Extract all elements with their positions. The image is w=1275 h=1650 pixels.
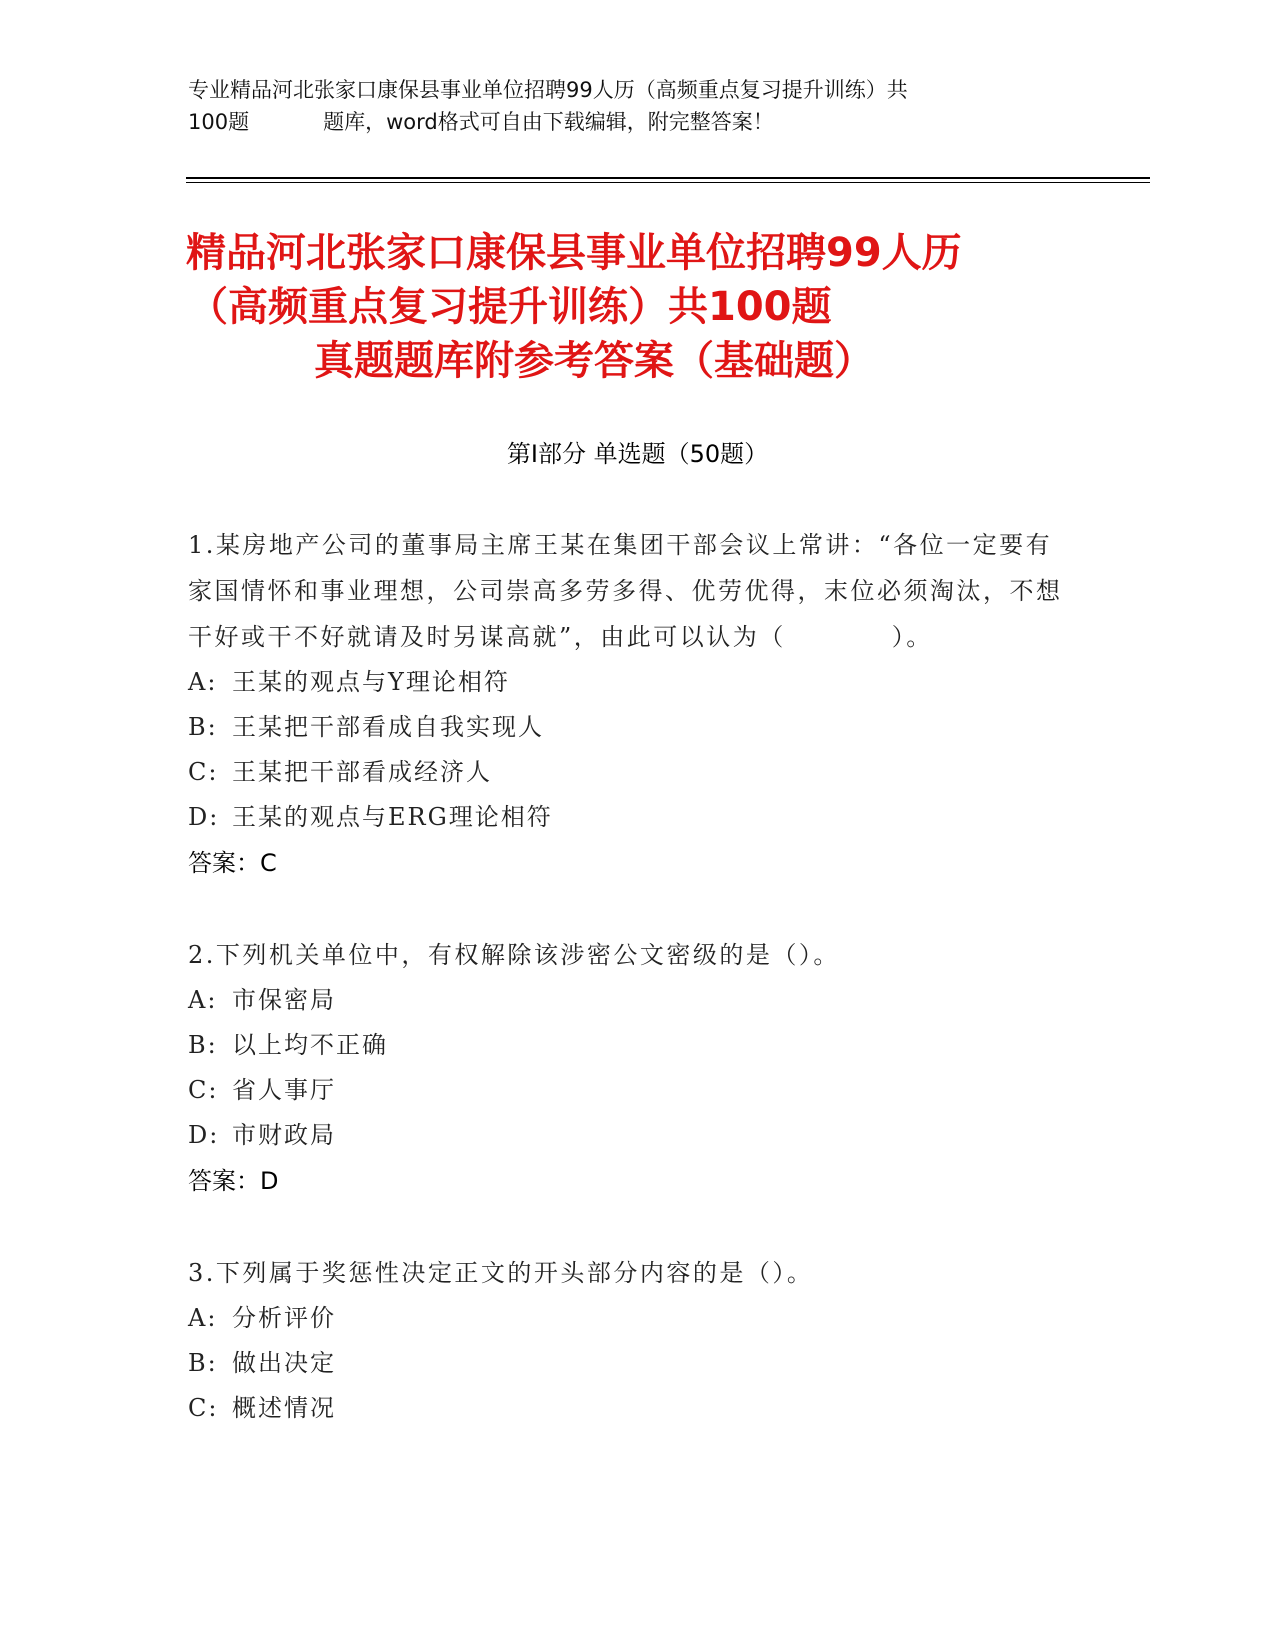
- option-a: [188, 660, 1068, 705]
- option-letter: C:: [188, 1394, 219, 1422]
- answer-line: 答案：D: [188, 1167, 279, 1195]
- header-line-2: [188, 106, 1068, 138]
- option-letter: C:: [188, 758, 219, 786]
- page-header: [188, 74, 1068, 138]
- option-c: [188, 1386, 1068, 1431]
- option-letter: D:: [188, 803, 220, 831]
- question-list: [188, 522, 1068, 1477]
- question-2: [188, 932, 1068, 1204]
- option-letter: D:: [188, 1121, 220, 1149]
- option-letter: B:: [188, 1349, 218, 1377]
- option-text: 王某把干部看成自我实现人: [232, 713, 544, 741]
- option-d: [188, 1113, 1068, 1158]
- option-c: [188, 750, 1068, 795]
- option-letter: A:: [188, 986, 218, 1014]
- document-title: [186, 226, 1086, 388]
- header-question-count: 100题: [188, 110, 250, 134]
- option-text: 王某的观点与Y理论相符: [232, 668, 510, 696]
- question-stem: 3.下列属于奖惩性决定正文的开头部分内容的是（）。: [188, 1259, 814, 1287]
- header-description: 题库，word格式可自由下载编辑，附完整答案！: [323, 110, 774, 134]
- question-stem: 1.某房地产公司的董事局主席王某在集团干部会议上常讲：“各位一定要有家国情怀和事业理想，公司崇高多劳多得、优劳优得，末位必须淘汰，不想干好或干不好就请及时另谋高就”，由此可以认为（ ）。: [188, 531, 1063, 651]
- option-text: 分析评价: [232, 1304, 336, 1332]
- option-text: 市保密局: [232, 986, 336, 1014]
- option-text: 做出决定: [232, 1349, 336, 1377]
- header-rule-thick: [186, 177, 1150, 179]
- header-rule-thin: [186, 182, 1150, 183]
- option-letter: A:: [188, 668, 218, 696]
- option-b: [188, 1023, 1068, 1068]
- option-text: 王某把干部看成经济人: [232, 758, 492, 786]
- question-stem: 2.下列机关单位中，有权解除该涉密公文密级的是（）。: [188, 941, 840, 969]
- option-c: [188, 1068, 1068, 1113]
- header-line-1: 专业精品河北张家口康保县事业单位招聘99人历（高频重点复习提升训练）共: [188, 78, 908, 102]
- option-text: 以上均不正确: [232, 1031, 388, 1059]
- option-letter: A:: [188, 1304, 218, 1332]
- option-text: 王某的观点与ERG理论相符: [232, 803, 553, 831]
- answer-line: 答案：C: [188, 849, 277, 877]
- question-1: [188, 522, 1068, 886]
- option-b: [188, 1341, 1068, 1386]
- option-b: [188, 705, 1068, 750]
- title-line-1: 精品河北张家口康保县事业单位招聘99人历: [186, 230, 962, 276]
- option-letter: B:: [188, 1031, 218, 1059]
- option-text: 省人事厅: [232, 1076, 336, 1104]
- option-letter: C:: [188, 1076, 219, 1104]
- option-letter: B:: [188, 713, 218, 741]
- option-text: 市财政局: [232, 1121, 336, 1149]
- option-a: [188, 978, 1068, 1023]
- option-a: [188, 1296, 1068, 1341]
- question-3: [188, 1250, 1068, 1431]
- title-line-3: 真题题库附参考答案（基础题）: [314, 338, 874, 384]
- option-d: [188, 795, 1068, 840]
- section-heading: 第Ⅰ部分 单选题（50题）: [506, 440, 769, 468]
- title-line-2: （高频重点复习提升训练）共100题: [188, 284, 832, 330]
- option-text: 概述情况: [232, 1394, 336, 1422]
